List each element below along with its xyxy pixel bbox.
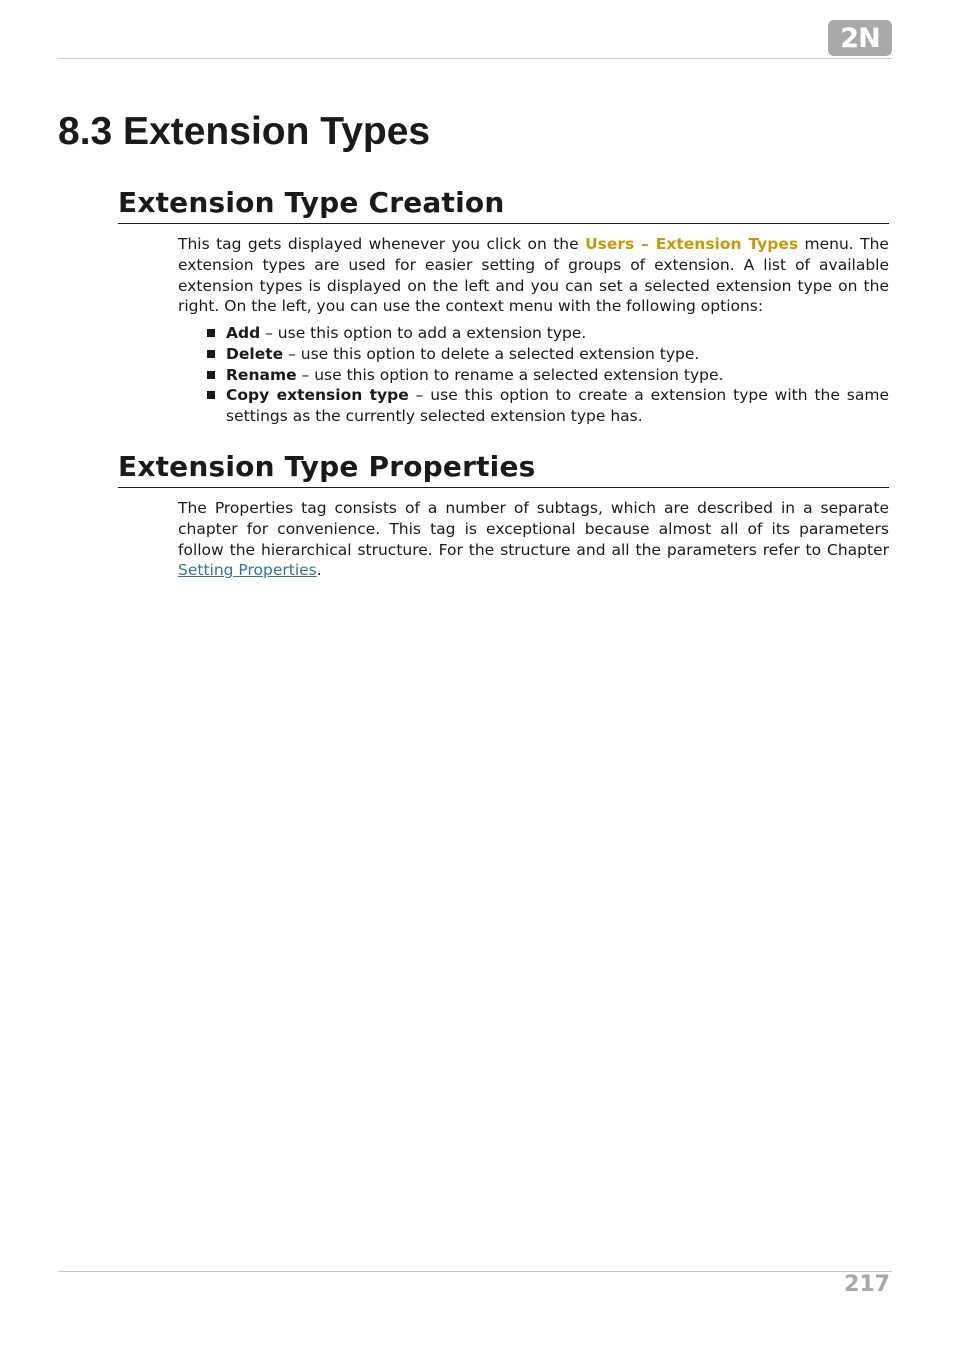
- list-item: [178, 365, 889, 386]
- bullet-square-icon: [207, 329, 215, 337]
- list-item: [178, 323, 889, 344]
- bullet-square-icon: [207, 391, 215, 399]
- bullet-square-icon: [207, 371, 215, 379]
- section-title-properties: Extension Type Properties: [118, 450, 889, 488]
- header-rule: [58, 58, 892, 59]
- option-desc: – use this option to add a extension type.: [260, 324, 587, 342]
- footer-rule: [58, 1271, 892, 1272]
- page-number: 217: [844, 1272, 890, 1297]
- bullet-square-icon: [207, 350, 215, 358]
- option-term: Copy extension type: [226, 386, 409, 405]
- option-term: Rename: [226, 365, 297, 384]
- option-desc: – use this option to create a extension type with the same settings as the currently selected extension type has.: [226, 386, 889, 426]
- section-title-creation: Extension Type Creation: [118, 186, 889, 224]
- list-item: [178, 344, 889, 365]
- properties-text: [178, 498, 889, 581]
- option-list: [178, 323, 889, 427]
- chapter-title: 8.3 Extension Types: [58, 110, 431, 153]
- intro-text-before: This tag gets displayed whenever you click on the: [178, 235, 586, 253]
- option-desc: – use this option to rename a selected extension type.: [296, 365, 724, 384]
- option-term: Add: [226, 324, 261, 342]
- brand-logo: [828, 20, 892, 56]
- creation-intro: [178, 234, 889, 317]
- option-term: Delete: [226, 344, 284, 363]
- properties-text-before: The Properties tag consists of a number of subtags, which are described in a separate chapter for convenience. This tag is exceptional because almost all of its parameters follow the hierarchical structure. For the structure and all the parameters refer to Chapter: [178, 499, 889, 559]
- logo-text: 2N: [840, 22, 880, 54]
- menu-reference: Users – Extension Types: [585, 235, 799, 253]
- intro-text-after: menu. The extension types are used for easier setting of groups of extension. A list of available extension types is displayed on the left and you can set a selected extension type on the right. On the left, you can use the context menu with the following options:: [178, 235, 889, 316]
- option-desc: – use this option to delete a selected extension type.: [283, 344, 700, 363]
- properties-text-after: .: [316, 561, 322, 580]
- list-item: [178, 385, 889, 427]
- setting-properties-link[interactable]: Setting Properties: [178, 561, 317, 580]
